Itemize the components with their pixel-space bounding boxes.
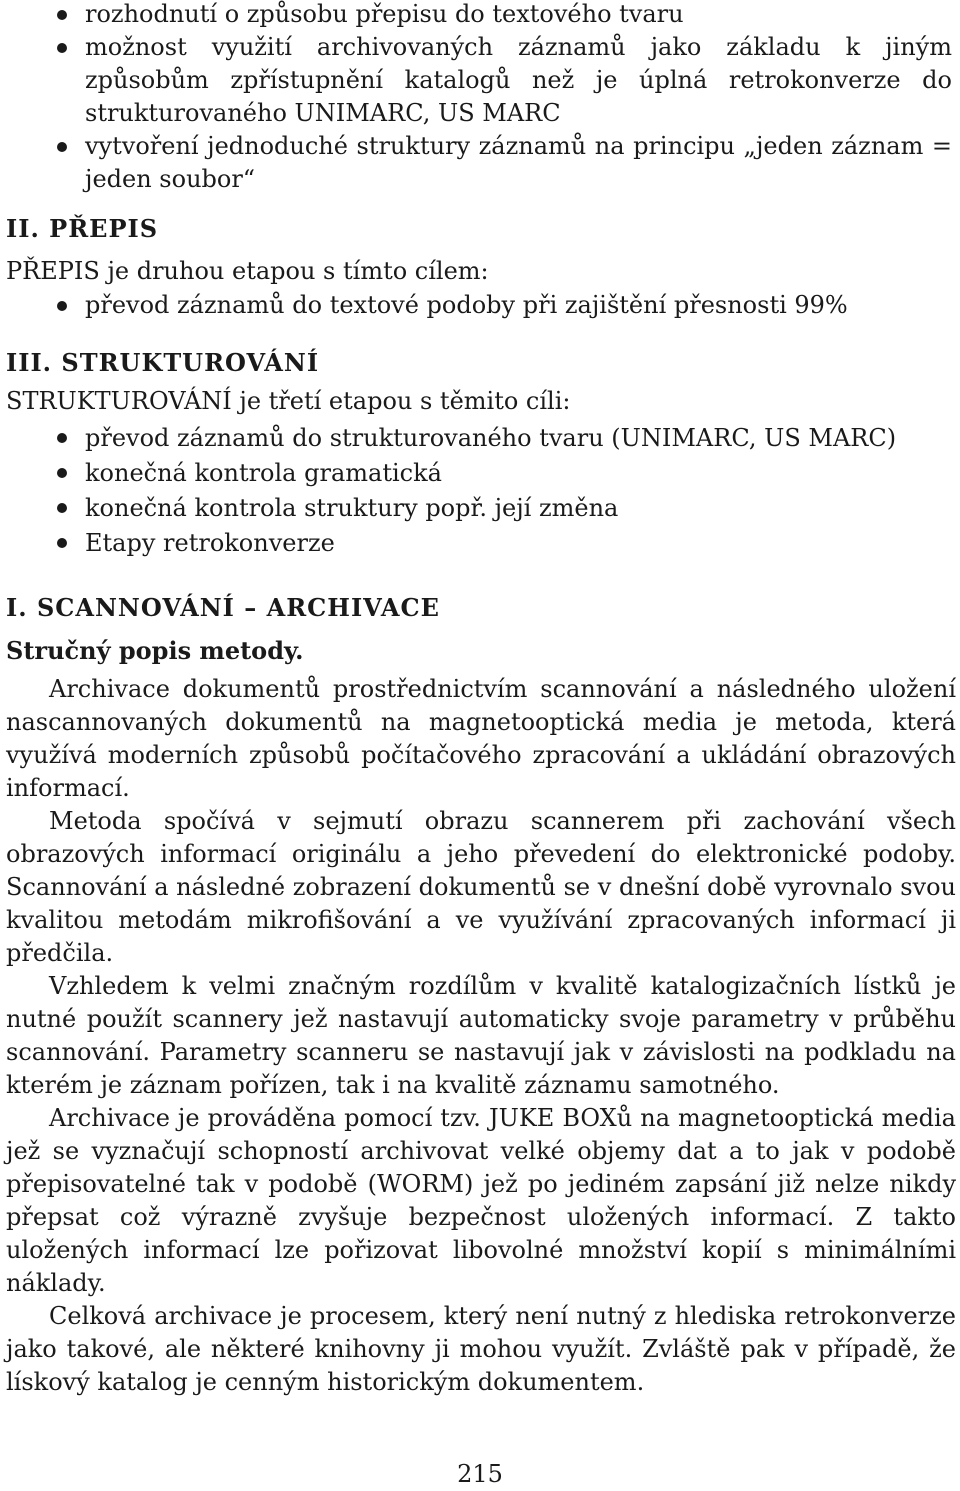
paragraph: Celková archivace je procesem, který není nutný z hlediska retrokonverze jako takové, ale některé knihovny ji mohou využít. Zvláště pak v případě, že lískový katalog je cenným historickým dokumentem.: [6, 1302, 956, 1396]
paragraph: Archivace je prováděna pomocí tzv. JUKE BOXů na magnetooptická media jež se vyznačují schopností archivovat velké objemy dat a to jak v podobě přepisovatelné tak v podobě (WORM) jež po jediném zapsání již nelze nikdy přepsat což výrazně zvyšuje bezpečnost uložených informací. Z takto uložených informací lze pořizovat libovolné množství kopií s minimálními náklady.: [6, 1104, 956, 1297]
list-item-text: Etapy retrokonverze: [85, 529, 335, 557]
list-item: [6, 0, 956, 31]
list-item-text: konečná kontrola gramatická: [85, 459, 442, 487]
bullet-icon: [57, 142, 67, 152]
bullet-icon: [57, 503, 67, 513]
bullet-icon: [57, 301, 67, 311]
section-2-bullet-list: [6, 289, 956, 322]
section-3-bullet-list: [6, 421, 956, 561]
list-item: [6, 130, 956, 196]
list-item-text: možnost využití archivovaných záznamů jako základu k jiným způsobům zpřístupnění katalogů než je úplná retrokonverze do strukturovaného UNIMARC, US MARC: [85, 33, 952, 127]
list-item-text: převod záznamů do textové podoby při zajištění přesnosti 99%: [85, 291, 848, 319]
top-bullet-list: [6, 0, 956, 196]
section-heading: II. PŘEPIS: [6, 214, 159, 243]
list-item: [6, 31, 956, 130]
list-item: [6, 421, 956, 456]
page-number: 215: [457, 1460, 503, 1488]
paragraph: Vzhledem k velmi značným rozdílům v kvalitě katalogizačních lístků je nutné použít scannery jež nastavují automaticky svoje parametry v průběhu scannování. Parametry scanneru se nastavují jak v závislosti na podkladu na kterém je záznam pořízen, tak i na kvalitě záznamu samotného.: [6, 972, 956, 1099]
section-heading: I. SCANNOVÁNÍ – ARCHIVACE: [6, 593, 440, 622]
document-page: [6, 0, 956, 1399]
section-heading: III. STRUKTUROVÁNÍ: [6, 348, 320, 377]
paragraph: Metoda spočívá v sejmutí obrazu scannerem při zachování všech obrazových informací originálu a jeho převedení do elektronické podoby. Scannování a následné zobrazení dokumentů se v dnešní době vyrovnalo svou kvalitou metodám mikrofišování a ve využívání zpracovaných informací ji předčila.: [6, 807, 956, 967]
section-intro: STRUKTUROVÁNÍ je třetí etapou s těmito cíli:: [6, 387, 571, 415]
list-item-text: vytvoření jednoduché struktury záznamů na principu „jeden záznam = jeden soubor“: [85, 132, 952, 193]
section-subheading: Stručný popis metody.: [6, 636, 304, 665]
bullet-icon: [57, 538, 67, 548]
bullet-icon: [57, 43, 67, 53]
list-item: [6, 491, 956, 526]
bullet-icon: [57, 468, 67, 478]
list-item-text: konečná kontrola struktury popř. její změna: [85, 494, 619, 522]
list-item: [6, 456, 956, 491]
bullet-icon: [57, 433, 67, 443]
paragraph: Archivace dokumentů prostřednictvím scannování a následného uložení nascannovaných dokumentů na magnetooptická media je metoda, která využívá moderních způsobů počítačového zpracování a ukládání obrazových informací.: [6, 675, 956, 802]
section-body: [6, 673, 956, 1399]
list-item: [6, 289, 956, 322]
bullet-icon: [57, 10, 67, 20]
list-item: [6, 526, 956, 561]
list-item-text: převod záznamů do strukturovaného tvaru (UNIMARC, US MARC): [85, 424, 897, 452]
list-item-text: rozhodnutí o způsobu přepisu do textového tvaru: [85, 0, 684, 28]
section-intro: PŘEPIS je druhou etapou s tímto cílem:: [6, 257, 489, 285]
